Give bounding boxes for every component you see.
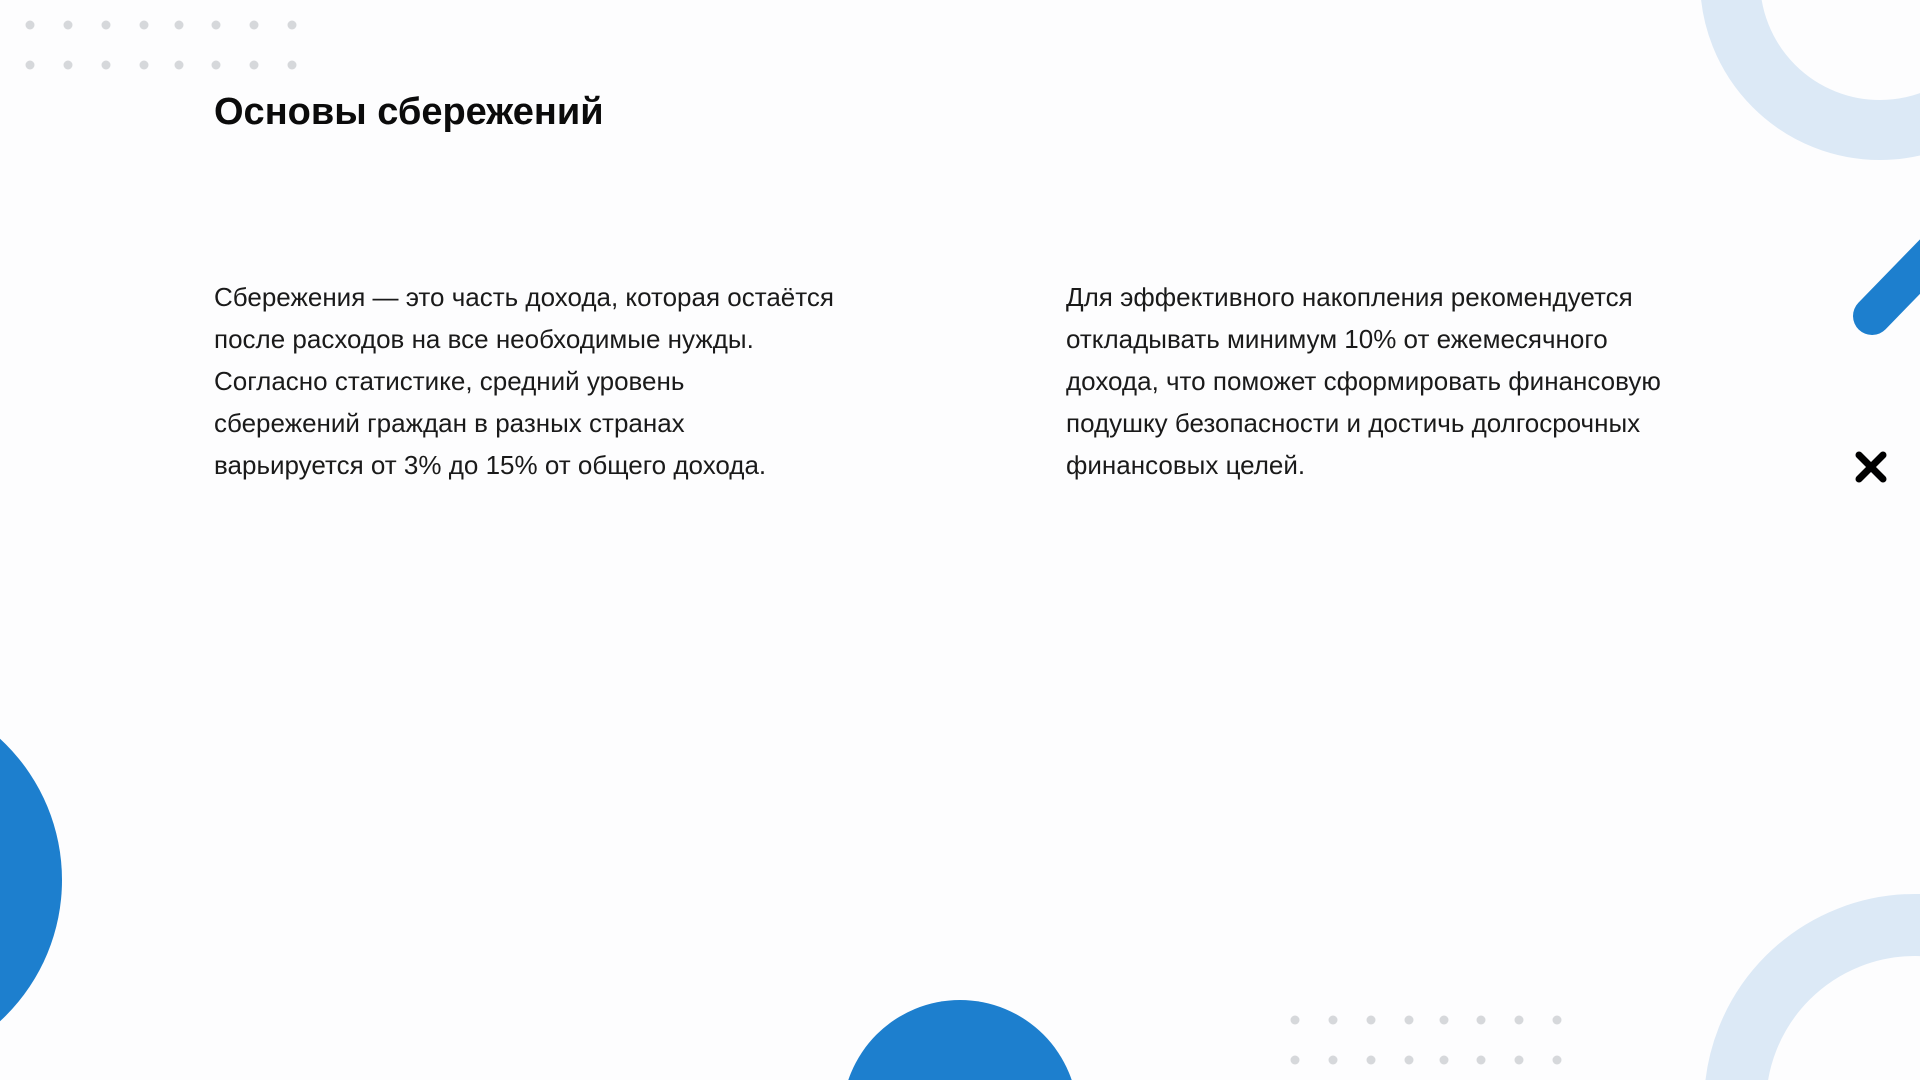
paragraph-left: Сбережения — это часть дохода, которая остаётся после расходов на все необходимые нужды. Согласно статистике, средний уровень сбережений граждан в разных странах варьируется от 3% до 15% от общего дохода.: [214, 282, 834, 480]
circle-bottom-center: [842, 1000, 1078, 1080]
circle-left: [0, 688, 62, 1072]
slide-title: Основы сбережений: [214, 91, 604, 133]
paragraph-right: Для эффективного накопления рекомендуется откладывать минимум 10% от ежемесячного дохода, что поможет сформировать финансовую подушку безопасности и достичь долгосрочных финансовых целей.: [1066, 282, 1661, 480]
dot-grid-top-left: [26, 21, 297, 70]
diagonal-stroke: [1872, 246, 1920, 316]
ring-bottom-right: [1735, 925, 1920, 1080]
close-icon[interactable]: [1853, 449, 1889, 485]
dot-grid-bottom-right: [1291, 1016, 1562, 1065]
ring-top-right: [1730, 0, 1920, 130]
